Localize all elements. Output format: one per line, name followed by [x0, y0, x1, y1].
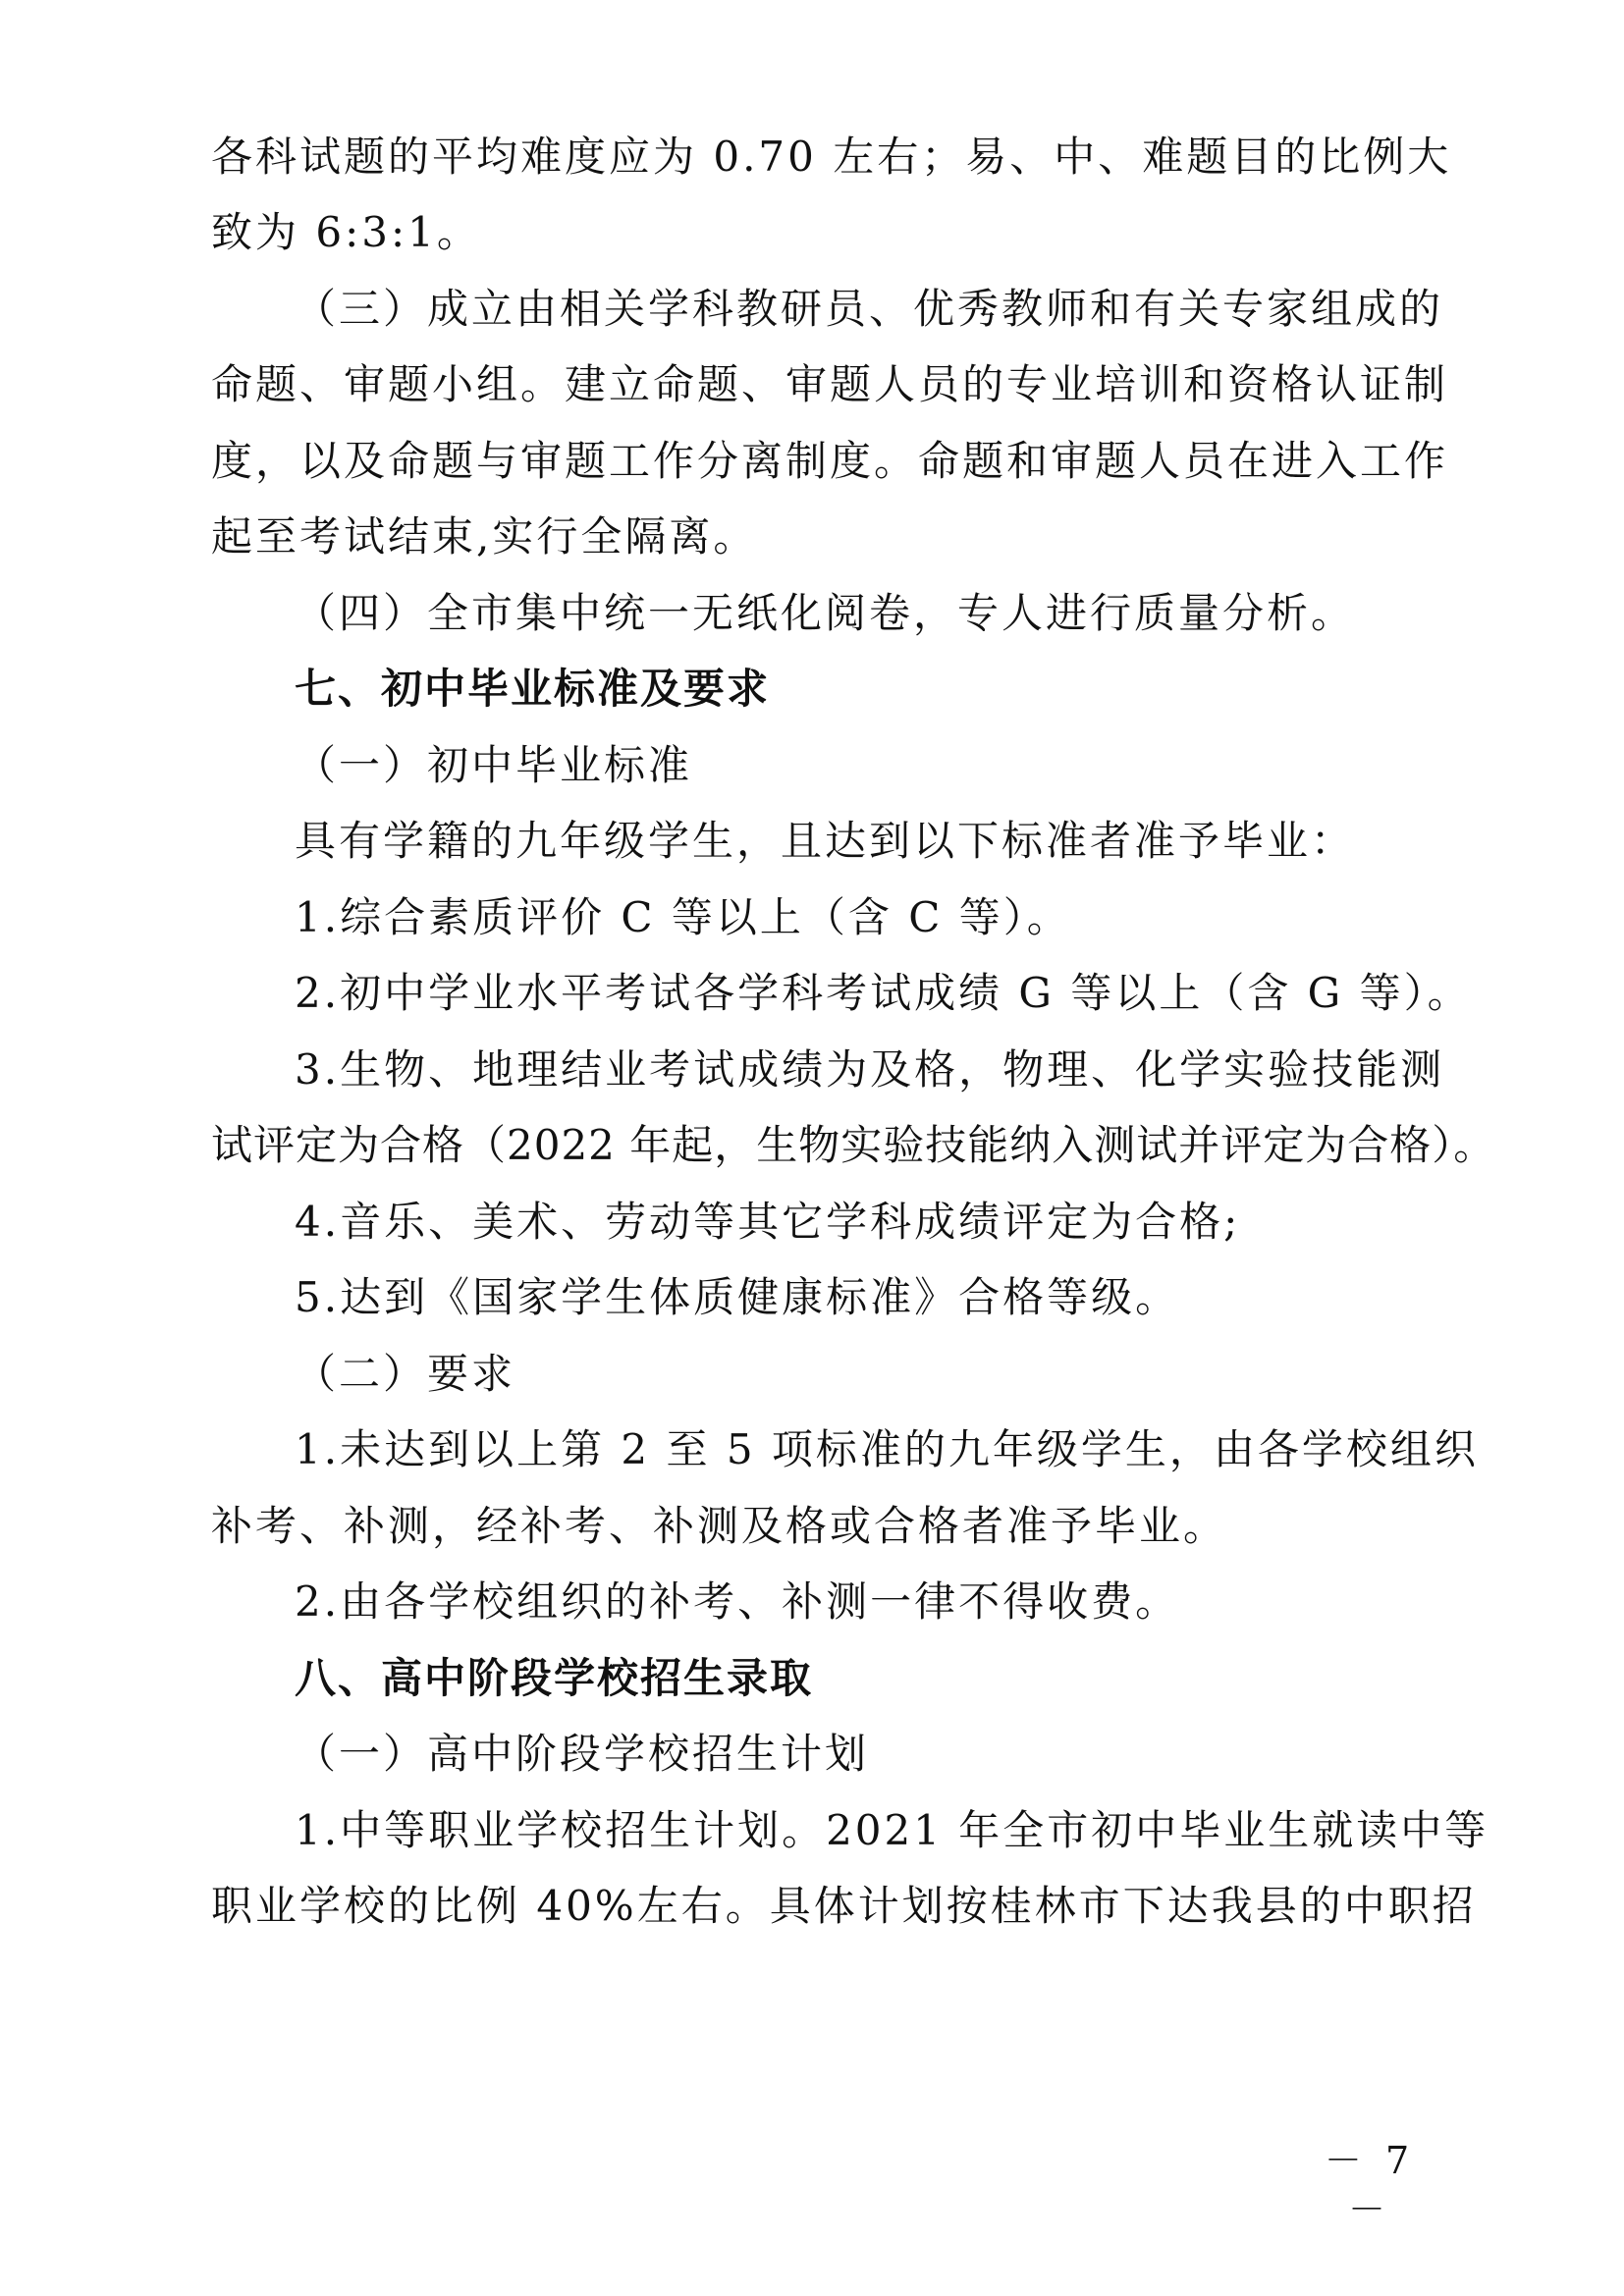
subsection-heading: （一）高中阶段学校招生计划: [295, 1730, 870, 1778]
subsection-heading: （二）要求: [295, 1350, 516, 1398]
paragraph-line: 致为 6:3:1。: [211, 208, 481, 256]
paragraph-line: 命题、审题小组。建立命题、审题人员的专业培训和资格认证制: [211, 360, 1449, 408]
paragraph-line: 度，以及命题与审题工作分离制度。命题和审题人员在进入工作: [211, 437, 1449, 485]
paragraph-line: 各科试题的平均难度应为 0.70 左右；易、中、难题目的比例大: [211, 133, 1452, 181]
list-item: 2.由各学校组织的补考、补测一律不得收费。: [295, 1577, 1180, 1626]
list-item: 2.初中学业水平考试各学科考试成绩 G 等以上（含 G 等）。: [295, 969, 1472, 1017]
section-heading: 七、初中毕业标准及要求: [295, 665, 771, 713]
list-item: 1.中等职业学校招生计划。2021 年全市初中毕业生就读中等: [295, 1806, 1489, 1854]
paragraph-line: （四）全市集中统一无纸化阅卷，专人进行质量分析。: [295, 589, 1356, 637]
list-item-continuation: 职业学校的比例 40%左右。具体计划按桂林市下达我县的中职招: [211, 1882, 1477, 1930]
list-item: 3.生物、地理结业考试成绩为及格，物理、化学实验技能测: [295, 1045, 1445, 1094]
list-item: 1.综合素质评价 C 等以上（含 C 等）。: [295, 893, 1071, 941]
list-item: 1.未达到以上第 2 至 5 项标准的九年级学生，由各学校组织: [295, 1425, 1479, 1473]
list-item-continuation: 补考、补测，经补考、补测及格或合格者准予毕业。: [211, 1502, 1228, 1550]
list-item-continuation: 试评定为合格（2022 年起，生物实验技能纳入测试并评定为合格）。: [211, 1121, 1496, 1169]
paragraph-line: 起至考试结束,实行全隔离。: [211, 512, 758, 561]
section-heading: 八、高中阶段学校招生录取: [295, 1654, 814, 1702]
list-item: 4.音乐、美术、劳动等其它学科成绩评定为合格;: [295, 1198, 1241, 1246]
page-number: － 7 －: [1324, 2139, 1416, 2231]
paragraph-line: （三）成立由相关学科教研员、优秀教师和有关专家组成的: [295, 285, 1444, 333]
subsection-heading: （一）初中毕业标准: [295, 741, 693, 789]
list-item: 5.达到《国家学生体质健康标准》合格等级。: [295, 1273, 1180, 1321]
paragraph-line: 具有学籍的九年级学生，且达到以下标准者准予毕业：: [295, 817, 1356, 865]
